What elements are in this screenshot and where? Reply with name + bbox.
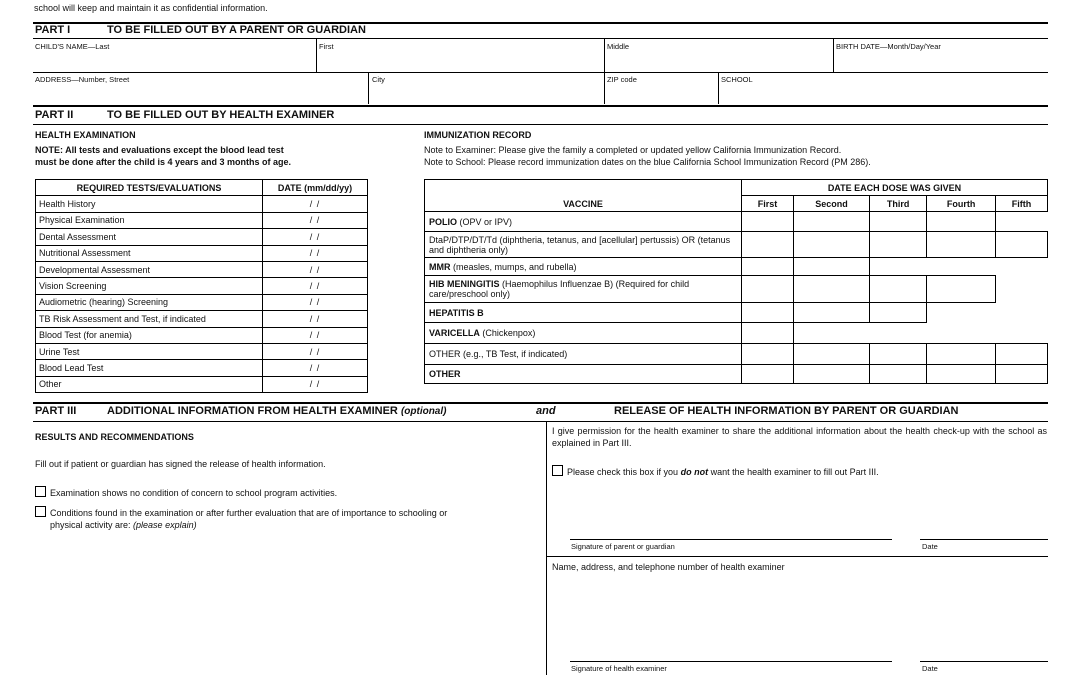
vaccine-name-detail: (measles, mumps, and rubella) (450, 261, 577, 272)
test-row (36, 311, 368, 327)
part3-label: PART III (35, 405, 77, 417)
part1-label: PART I (35, 24, 71, 36)
dose-unused-cell (927, 258, 995, 276)
dose-date-cell[interactable] (794, 365, 870, 384)
test-name: Audiometric (hearing) Screening (36, 294, 263, 310)
checkbox-no-concern-label: Examination shows no condition of concern to school program activities. (50, 488, 338, 498)
vaccine-name (425, 303, 742, 323)
test-date-field[interactable]: / / (263, 212, 368, 228)
dose-unused-cell (927, 323, 995, 344)
dose-unused-cell (927, 303, 995, 323)
parent-signature-label: Signature of parent or guardian (571, 542, 675, 551)
test-row (36, 261, 368, 277)
do-not-label-b: do not (680, 467, 709, 477)
health-exam-note-1: NOTE: All tests and evaluations except the blood lead test (35, 145, 284, 155)
checkbox-conditions-label: Conditions found in the examination or after further evaluation that are of importance to schooling or (50, 508, 448, 518)
dose-date-cell[interactable] (869, 365, 927, 384)
dose-unused-cell (995, 303, 1047, 323)
health-exam-note-2: must be done after the child is 4 years and 3 months of age. (35, 157, 292, 167)
part1-rule (33, 38, 1048, 39)
test-date-field[interactable]: / / (263, 261, 368, 277)
dose-column-header: Second (794, 196, 870, 212)
dose-unused-cell (995, 258, 1047, 276)
child-first-name-field[interactable]: First (319, 42, 334, 51)
vaccine-name (425, 365, 742, 384)
test-date-field[interactable]: / / (263, 229, 368, 245)
vaccine-name-bold: HIB MENINGITIS (429, 279, 500, 289)
city-field[interactable]: City (372, 75, 385, 84)
permission-text: I give permission for the health examiner to share the additional information about the health check-up with the school as explained in Part III. (552, 426, 1047, 448)
test-name: Other (36, 376, 263, 392)
test-name: Urine Test (36, 343, 263, 359)
test-name: Nutritional Assessment (36, 245, 263, 261)
dose-date-cell[interactable] (927, 365, 995, 384)
vaccine-row (425, 258, 1048, 276)
part3-title-text: ADDITIONAL INFORMATION FROM HEALTH EXAMINER (107, 405, 398, 417)
vaccine-row (425, 276, 1048, 303)
checkbox-conditions-row (35, 506, 545, 531)
tests-header: REQUIRED TESTS/EVALUATIONS (36, 180, 263, 196)
divider (833, 38, 834, 72)
vaccine-row (425, 232, 1048, 258)
test-row (36, 212, 368, 228)
vaccine-name-detail: (Haemophilus Influenzae B) (Required for child care/preschool only) (429, 279, 690, 299)
dose-header: DATE EACH DOSE WAS GIVEN (742, 180, 1048, 196)
examiner-info-label[interactable]: Name, address, and telephone number of health examiner (552, 562, 785, 572)
dose-column-header: First (742, 196, 794, 212)
date1-line[interactable] (920, 539, 1048, 540)
part2-title: TO BE FILLED OUT BY HEALTH EXAMINER (107, 109, 335, 121)
test-date-field[interactable]: / / (263, 278, 368, 294)
part1-title: TO BE FILLED OUT BY A PARENT OR GUARDIAN (107, 24, 366, 36)
vaccine-name-bold: OTHER (429, 369, 461, 379)
test-name: Physical Examination (36, 212, 263, 228)
date1-label: Date (922, 542, 938, 551)
part3-top-rule (33, 402, 1048, 404)
zip-field[interactable]: ZIP code (607, 75, 637, 84)
divider (718, 72, 719, 104)
dose-date-cell[interactable] (742, 323, 794, 344)
dose-date-cell[interactable] (995, 344, 1047, 365)
part3-title (107, 405, 446, 417)
dose-date-cell[interactable] (794, 303, 870, 323)
vaccine-name (425, 323, 742, 344)
test-date-field[interactable]: / / (263, 311, 368, 327)
examiner-signature-label: Signature of health examiner (571, 664, 667, 673)
birth-date-field[interactable]: BIRTH DATE—Month/Day/Year (836, 42, 941, 51)
part3-and: and (536, 405, 556, 417)
checkbox-conditions-found[interactable] (35, 506, 46, 517)
test-row (36, 278, 368, 294)
dose-date-cell[interactable] (869, 276, 927, 303)
dose-column-header: Fifth (995, 196, 1047, 212)
dose-date-cell[interactable] (742, 365, 794, 384)
part1-rule (33, 72, 1048, 73)
dose-column-header: Fourth (927, 196, 995, 212)
vaccine-header: VACCINE (425, 180, 742, 212)
dose-date-cell[interactable] (794, 258, 870, 276)
immunization-note-school: Note to School: Please record immunization dates on the blue California School Immunization Record (PM 286). (424, 157, 871, 167)
dose-date-cell[interactable] (927, 212, 995, 232)
test-name: Dental Assessment (36, 229, 263, 245)
dose-unused-cell (794, 323, 870, 344)
test-row (36, 376, 368, 392)
dose-date-cell[interactable] (869, 232, 927, 258)
divider (604, 38, 605, 104)
dose-date-cell[interactable] (794, 276, 870, 303)
vaccine-name (425, 212, 742, 232)
dose-date-cell[interactable] (742, 212, 794, 232)
dose-unused-cell (995, 212, 1047, 232)
date2-label: Date (922, 664, 938, 673)
vaccine-name-bold: MMR (429, 261, 451, 272)
checkbox-conditions-label-2: physical activity are: (50, 520, 131, 530)
dose-date-cell[interactable] (995, 232, 1047, 258)
vaccine-row (425, 365, 1048, 384)
dose-date-cell[interactable] (927, 344, 995, 365)
test-name: Vision Screening (36, 278, 263, 294)
do-not-checkbox-row (552, 465, 879, 478)
vaccine-row (425, 344, 1048, 365)
checkbox-no-concern[interactable] (35, 486, 46, 497)
vaccine-name (425, 344, 742, 365)
test-date-field[interactable]: / / (263, 327, 368, 343)
dose-date-cell[interactable] (927, 232, 995, 258)
dose-date-cell[interactable] (869, 303, 927, 323)
date2-line[interactable] (920, 661, 1048, 662)
vaccine-row (425, 303, 1048, 323)
part3-rule (33, 421, 1048, 422)
immunization-note-examiner: Note to Examiner: Please give the family a completed or updated yellow California Immunization Record. (424, 145, 842, 155)
test-row (36, 294, 368, 310)
dose-date-cell[interactable] (869, 344, 927, 365)
test-date-field[interactable]: / / (263, 376, 368, 392)
examiner-signature-line[interactable] (570, 661, 892, 662)
fill-out-note: Fill out if patient or guardian has signed the release of health information. (35, 459, 326, 469)
dose-unused-cell (995, 323, 1047, 344)
checkbox-do-not-fill[interactable] (552, 465, 563, 476)
dose-date-cell[interactable] (794, 212, 870, 232)
divider (368, 72, 369, 104)
dose-date-cell[interactable] (794, 232, 870, 258)
immunization-table (424, 179, 1048, 384)
vaccine-name-detail: OTHER (e.g., TB Test, if indicated) (429, 349, 568, 359)
vaccine-name-bold: POLIO (429, 216, 458, 227)
vaccine-name (425, 276, 742, 303)
school-field[interactable]: SCHOOL (721, 75, 753, 84)
dose-date-cell[interactable] (742, 276, 794, 303)
dose-date-cell[interactable] (995, 365, 1047, 384)
dose-date-cell[interactable] (869, 212, 927, 232)
test-name: Developmental Assessment (36, 261, 263, 277)
vaccine-name (425, 258, 742, 276)
checkbox-no-concern-row (35, 486, 337, 499)
parent-signature-line[interactable] (570, 539, 892, 540)
test-row (36, 327, 368, 343)
dose-column-header: Third (869, 196, 927, 212)
test-date-field[interactable]: / / (263, 245, 368, 261)
health-exam-title: HEALTH EXAMINATION (35, 130, 136, 140)
dose-date-cell[interactable] (927, 276, 995, 303)
dose-unused-cell (995, 276, 1047, 303)
part3-divider (546, 421, 547, 675)
required-tests-table (35, 179, 368, 393)
vaccine-name-bold: VARICELLA (429, 328, 480, 338)
dose-date-cell[interactable] (794, 344, 870, 365)
dose-unused-cell (869, 258, 927, 276)
vaccine-name-detail: (Chickenpox) (479, 328, 536, 338)
test-row (36, 196, 368, 212)
test-row (36, 360, 368, 376)
test-row (36, 343, 368, 359)
child-middle-name-field[interactable]: Middle (607, 42, 630, 51)
test-name: Health History (36, 196, 263, 212)
vaccine-name-bold: HEPATITIS B (429, 307, 484, 318)
please-explain: (please explain) (133, 520, 197, 530)
date-header: DATE (mm/dd/yy) (263, 180, 368, 196)
test-date-field[interactable]: / / (263, 196, 368, 212)
dose-date-cell[interactable] (742, 344, 794, 365)
test-date-field[interactable]: / / (263, 360, 368, 376)
test-date-field[interactable]: / / (263, 294, 368, 310)
part3-optional: (optional) (400, 406, 447, 417)
test-name: Blood Test (for anemia) (36, 327, 263, 343)
dose-date-cell[interactable] (742, 303, 794, 323)
address-field[interactable]: ADDRESS—Number, Street (35, 75, 130, 84)
vaccine-row (425, 323, 1048, 344)
do-not-label-a: Please check this box if you (567, 467, 679, 477)
part2-top-rule (33, 105, 1048, 107)
part2-label: PART II (35, 109, 74, 121)
vaccine-row (425, 212, 1048, 232)
do-not-label-c: want the health examiner to fill out Part III. (710, 467, 879, 477)
test-row (36, 245, 368, 261)
results-title: RESULTS AND RECOMMENDATIONS (35, 432, 194, 442)
part2-rule (33, 124, 1048, 125)
dose-date-cell[interactable] (742, 258, 794, 276)
dose-unused-cell (869, 323, 927, 344)
vaccine-name (425, 232, 742, 258)
top-instruction-text: school will keep and maintain it as confidential information. (34, 3, 268, 13)
child-last-name-field[interactable]: CHILD'S NAME—Last (35, 42, 110, 51)
examiner-box-rule (546, 556, 1048, 557)
test-name: TB Risk Assessment and Test, if indicated (36, 311, 263, 327)
dose-date-cell[interactable] (742, 232, 794, 258)
release-title: RELEASE OF HEALTH INFORMATION BY PARENT OR GUARDIAN (614, 405, 959, 417)
vaccine-name-detail: (OPV or IPV) (457, 216, 513, 227)
vaccine-name-detail: DtaP/DTP/DT/Td (diphtheria, tetanus, and [acellular] pertussis) OR (tetanus and diphtheria only) (429, 234, 731, 255)
test-row (36, 229, 368, 245)
test-date-field[interactable]: / / (263, 343, 368, 359)
divider (316, 38, 317, 72)
immunization-title: IMMUNIZATION RECORD (424, 130, 532, 140)
test-name: Blood Lead Test (36, 360, 263, 376)
